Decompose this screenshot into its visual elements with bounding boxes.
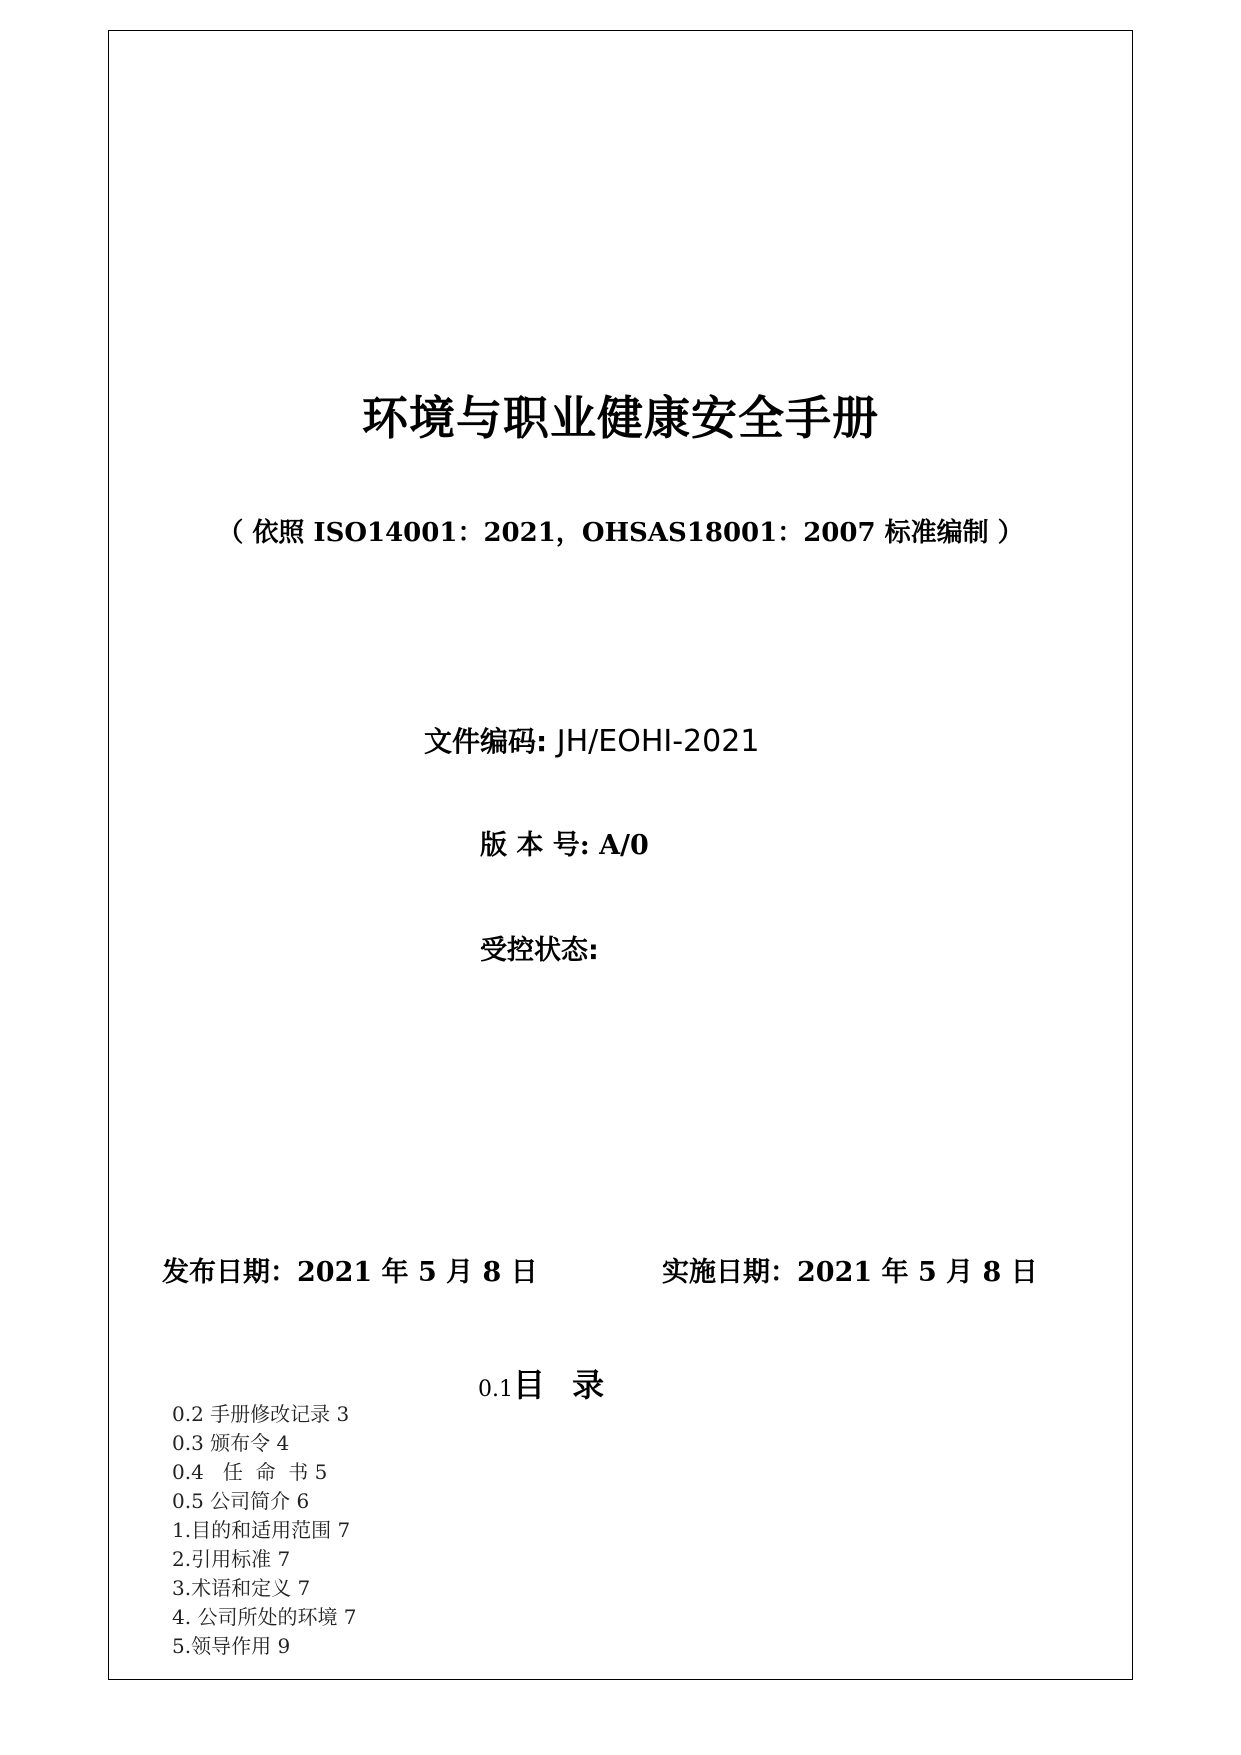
- toc-item[interactable]: 0.4 任 命 书 5: [172, 1460, 328, 1484]
- toc-list: [172, 1400, 357, 1661]
- toc-heading: [478, 1360, 612, 1406]
- toc-item[interactable]: 3.术语和定义 7: [172, 1576, 311, 1600]
- toc-item[interactable]: 0.2 手册修改记录 3: [172, 1402, 350, 1426]
- document-subtitle: （ 依照 ISO14001：2021，OHSAS18001：2007 标准编制 ）: [217, 518, 1024, 548]
- version-number: 版 本 号: A/0: [480, 830, 649, 861]
- control-status: 受控状态:: [480, 935, 599, 966]
- file-code-value: JH/EOHⅠ-2021: [547, 724, 760, 759]
- toc-item[interactable]: 2.引用标准 7: [172, 1547, 291, 1571]
- implementation-date: 实施日期：2021 年 5 月 8 日: [662, 1257, 1038, 1288]
- toc-item[interactable]: 5.领导作用 9: [172, 1634, 291, 1658]
- document-title: 环境与职业健康安全手册: [362, 391, 879, 445]
- toc-item[interactable]: 4. 公司所处的环境 7: [172, 1605, 357, 1629]
- toc-item[interactable]: 0.3 颁布令 4: [172, 1431, 290, 1455]
- toc-item[interactable]: 1.目的和适用范围 7: [172, 1518, 351, 1542]
- toc-item[interactable]: 0.5 公司简介 6: [172, 1489, 310, 1513]
- file-code: [424, 720, 759, 760]
- issue-date: 发布日期：2021 年 5 月 8 日: [162, 1257, 538, 1288]
- toc-heading-number: 0.1: [478, 1377, 513, 1402]
- file-code-label: 文件编码:: [424, 725, 548, 758]
- toc-heading-text: 目 录: [513, 1366, 613, 1404]
